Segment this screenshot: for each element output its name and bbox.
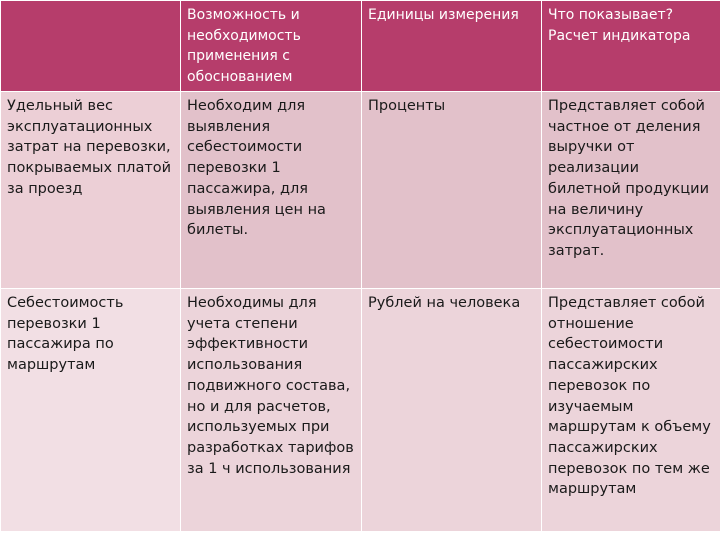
- calculation-text: Представляет собой частное от деления выручки от реализации билетной продукции на величину эксплуатационных затрат.: [548, 98, 710, 259]
- calculation-cell: [542, 92, 720, 289]
- indicator-name: Себестоимость перевозки 1 пассажира по маршрутам: [7, 295, 124, 374]
- header-cell-justification: Возможность и необходимость применения с обоснованием: [181, 1, 362, 92]
- justification-text: Необходим для выявления себестоимости перевозки 1 пассажира, для выявления цен на билеты.: [187, 98, 326, 239]
- justification-text: Необходимы для учета степени эффективности использования подвижного состава, но и для расчетов, используемых при разработках тарифов за 1 ч использования: [187, 295, 354, 477]
- indicator-name: Удельный вес эксплуатационных затрат на перевозки, покрываемых платой за проезд: [7, 98, 172, 197]
- header-cell-units: Единицы измерения: [362, 1, 542, 92]
- indicator-name-cell: [1, 92, 181, 289]
- units-text: Проценты: [368, 98, 446, 114]
- units-cell: [362, 92, 542, 289]
- header-cell-calculation: Что показывает? Расчет индикатора: [542, 1, 720, 92]
- justification-cell: [181, 92, 362, 289]
- units-cell: [362, 289, 542, 532]
- header-cell-empty: [1, 1, 181, 92]
- table-row: [1, 92, 720, 289]
- calculation-text: Представляет собой отношение себестоимости пассажирских перевозок по изучаемым маршрутам к объему пассажирских перевозок по тем же маршрутам: [548, 295, 711, 498]
- indicator-name-cell: [1, 289, 181, 532]
- units-text: Рублей на человека: [368, 295, 521, 311]
- calculation-cell: [542, 289, 720, 532]
- justification-cell: [181, 289, 362, 532]
- table-header-row: [1, 1, 720, 92]
- table-row: [1, 289, 720, 532]
